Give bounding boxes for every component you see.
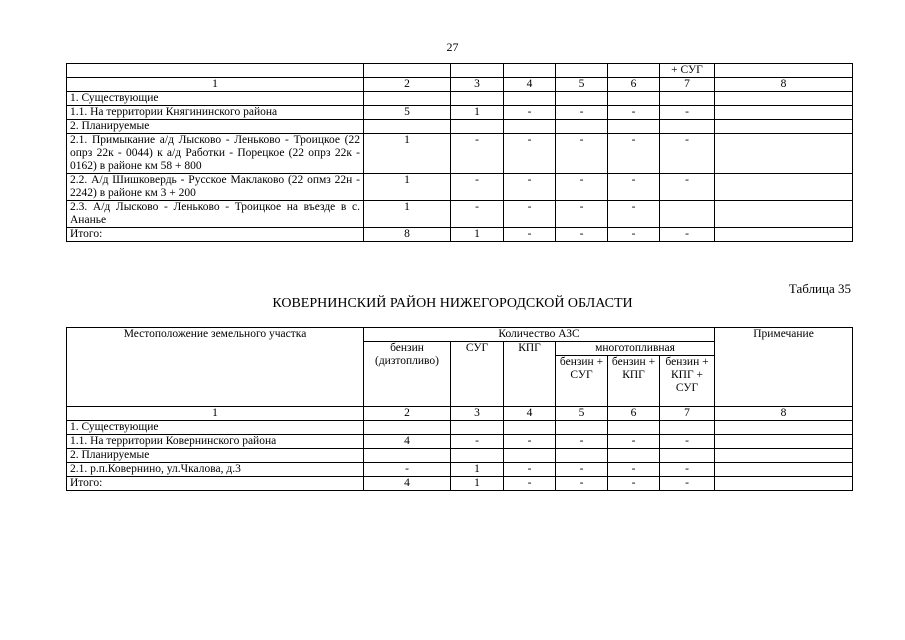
value-cell xyxy=(608,92,660,106)
value-cell: - xyxy=(556,228,608,242)
page-number: 27 xyxy=(446,40,459,54)
row-label: 2.3. А/д Лысково - Леньково - Троицкое на въезде в с. Ананье xyxy=(67,201,364,228)
value-cell: 1 xyxy=(451,477,504,491)
value-cell: 1 xyxy=(451,228,504,242)
value-cell xyxy=(364,449,451,463)
column-number-row xyxy=(67,78,853,92)
value-cell: - xyxy=(660,228,715,242)
note-cell xyxy=(715,134,853,174)
value-cell: 4 xyxy=(364,435,451,449)
value-cell: - xyxy=(504,174,556,201)
value-cell: - xyxy=(608,228,660,242)
value-cell xyxy=(504,421,556,435)
value-cell: - xyxy=(608,477,660,491)
value-cell xyxy=(608,421,660,435)
value-cell: - xyxy=(504,435,556,449)
table-row xyxy=(67,201,853,228)
value-cell: - xyxy=(660,435,715,449)
value-cell: - xyxy=(556,106,608,120)
value-cell: - xyxy=(364,463,451,477)
note-cell xyxy=(715,463,853,477)
value-cell xyxy=(660,120,715,134)
partial-header-row xyxy=(67,64,853,78)
value-cell: - xyxy=(660,134,715,174)
value-cell: - xyxy=(608,463,660,477)
section-row xyxy=(67,92,853,106)
header-note: Примечание xyxy=(715,328,853,407)
value-cell xyxy=(451,120,504,134)
header-location: Местоположение земельного участка xyxy=(67,328,364,407)
row-label: 2.1. р.п.Ковернино, ул.Чкалова, д.3 xyxy=(67,463,364,477)
col-number: 1 xyxy=(67,78,364,92)
value-cell: - xyxy=(556,174,608,201)
section-row xyxy=(67,421,853,435)
value-cell: - xyxy=(504,477,556,491)
row-label: Итого: xyxy=(67,228,364,242)
table-row xyxy=(67,477,853,491)
value-cell: - xyxy=(608,134,660,174)
value-cell xyxy=(556,421,608,435)
section-label: 1. Существующие xyxy=(67,421,364,435)
col-number: 8 xyxy=(715,407,853,421)
value-cell: - xyxy=(556,435,608,449)
table-row xyxy=(67,134,853,174)
header-multi: многотопливная xyxy=(556,342,715,356)
value-cell xyxy=(660,421,715,435)
header-multi-3: бензин + КПГ + СУГ xyxy=(660,356,715,407)
table-row xyxy=(67,228,853,242)
table-row xyxy=(67,435,853,449)
value-cell: 1 xyxy=(451,106,504,120)
value-cell: - xyxy=(556,463,608,477)
col-number: 7 xyxy=(660,407,715,421)
value-cell: - xyxy=(608,201,660,228)
value-cell: - xyxy=(451,435,504,449)
value-cell: - xyxy=(451,174,504,201)
value-cell: 1 xyxy=(451,463,504,477)
note-cell xyxy=(715,120,853,134)
row-label: 2.1. Примыкание а/д Лысково - Леньково - Троицкое (22 опрз 22к - 0044) к а/д Работки - Порецкое (22 опрз 22к - 0162) в районе км 58 + 800 xyxy=(67,134,364,174)
value-cell: - xyxy=(504,106,556,120)
value-cell xyxy=(451,449,504,463)
section-label: 1. Существующие xyxy=(67,92,364,106)
header-sug: СУГ xyxy=(451,342,504,407)
value-cell xyxy=(451,421,504,435)
note-cell xyxy=(715,435,853,449)
value-cell: - xyxy=(608,435,660,449)
col-number: 2 xyxy=(364,78,451,92)
value-cell: - xyxy=(504,463,556,477)
value-cell: - xyxy=(504,201,556,228)
value-cell: 8 xyxy=(364,228,451,242)
value-cell xyxy=(364,421,451,435)
value-cell xyxy=(556,120,608,134)
col-number: 6 xyxy=(608,78,660,92)
col-number: 7 xyxy=(660,78,715,92)
value-cell: - xyxy=(556,477,608,491)
table-row xyxy=(67,463,853,477)
value-cell: 1 xyxy=(364,201,451,228)
table-caption: Таблица 35 xyxy=(788,281,851,296)
value-cell: - xyxy=(451,201,504,228)
table-koverninsky xyxy=(66,327,853,491)
col-number: 6 xyxy=(608,407,660,421)
section-row xyxy=(67,120,853,134)
row-label: 1.1. На территории Княгининского района xyxy=(67,106,364,120)
value-cell: - xyxy=(504,134,556,174)
value-cell: 1 xyxy=(364,134,451,174)
note-cell xyxy=(715,477,853,491)
value-cell xyxy=(608,120,660,134)
section-row xyxy=(67,449,853,463)
value-cell: - xyxy=(660,174,715,201)
row-label: Итого: xyxy=(67,477,364,491)
row-label: 1.1. На территории Ковернинского района xyxy=(67,435,364,449)
header-count: Количество АЗС xyxy=(364,328,715,342)
note-cell xyxy=(715,106,853,120)
value-cell: - xyxy=(556,134,608,174)
table-kniaginino-continuation xyxy=(66,63,853,242)
value-cell: - xyxy=(660,463,715,477)
table-row xyxy=(67,174,853,201)
value-cell: - xyxy=(660,106,715,120)
table-row xyxy=(67,106,853,120)
row-label: 2.2. А/д Шишковердь - Русское Маклаково (22 опмз 22н - 2242) в районе км 3 + 200 xyxy=(67,174,364,201)
value-cell xyxy=(364,92,451,106)
value-cell: - xyxy=(660,477,715,491)
col-number: 5 xyxy=(556,407,608,421)
header-row-1 xyxy=(67,328,853,342)
partial-header-cell: + СУГ xyxy=(660,64,715,78)
value-cell xyxy=(556,449,608,463)
col-number: 8 xyxy=(715,78,853,92)
note-cell xyxy=(715,174,853,201)
value-cell xyxy=(451,92,504,106)
header-multi-1: бензин + СУГ xyxy=(556,356,608,407)
note-cell xyxy=(715,228,853,242)
note-cell xyxy=(715,201,853,228)
value-cell: 4 xyxy=(364,477,451,491)
col-number: 4 xyxy=(504,78,556,92)
column-number-row xyxy=(67,407,853,421)
header-kpg: КПГ xyxy=(504,342,556,407)
value-cell: 5 xyxy=(364,106,451,120)
note-cell xyxy=(715,449,853,463)
note-cell xyxy=(715,92,853,106)
col-number: 3 xyxy=(451,78,504,92)
col-number: 5 xyxy=(556,78,608,92)
table-title: КОВЕРНИНСКИЙ РАЙОН НИЖЕГОРОДСКОЙ ОБЛАСТИ xyxy=(272,296,633,311)
header-benzin: бензин (дизтопливо) xyxy=(364,342,451,407)
value-cell: - xyxy=(608,174,660,201)
value-cell: - xyxy=(504,228,556,242)
header-multi-2: бензин + КПГ xyxy=(608,356,660,407)
section-label: 2. Планируемые xyxy=(67,449,364,463)
col-number: 1 xyxy=(67,407,364,421)
section-label: 2. Планируемые xyxy=(67,120,364,134)
value-cell xyxy=(556,92,608,106)
value-cell xyxy=(504,449,556,463)
value-cell xyxy=(364,120,451,134)
value-cell xyxy=(504,120,556,134)
value-cell: - xyxy=(556,201,608,228)
col-number: 2 xyxy=(364,407,451,421)
col-number: 4 xyxy=(504,407,556,421)
value-cell xyxy=(660,201,715,228)
value-cell xyxy=(660,449,715,463)
col-number: 3 xyxy=(451,407,504,421)
value-cell xyxy=(504,92,556,106)
value-cell xyxy=(608,449,660,463)
value-cell: - xyxy=(451,134,504,174)
value-cell: - xyxy=(608,106,660,120)
value-cell: 1 xyxy=(364,174,451,201)
value-cell xyxy=(660,92,715,106)
note-cell xyxy=(715,421,853,435)
